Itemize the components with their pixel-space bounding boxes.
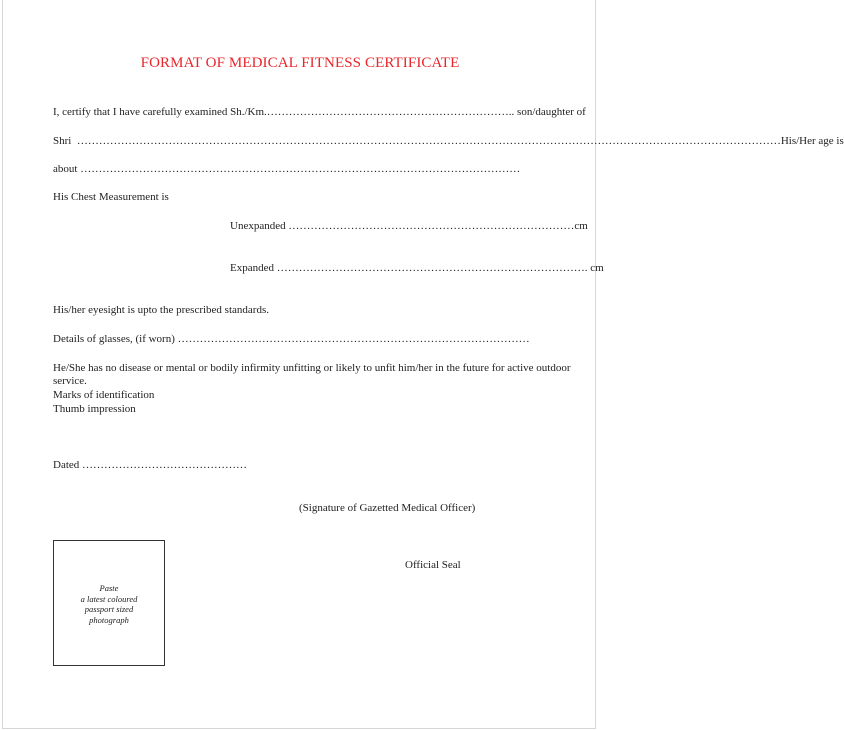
glasses-line: Details of glasses, (if worn) …………………………………………………………………………………… (53, 333, 530, 345)
expanded-line: Expanded …………………………………………………………………………. cm (230, 262, 604, 274)
disease-line-2: service. (53, 375, 87, 387)
unexpanded-line: Unexpanded ……………………………………………………………………cm (230, 220, 588, 232)
photo-text-line: passport sized (84, 604, 134, 614)
certify-line: I, certify that I have carefully examined Sh./Km.………………………………………………………….. son/daughter of (53, 106, 586, 118)
photo-placeholder (53, 540, 165, 666)
marks-of-identification: Marks of identification (53, 389, 155, 401)
page-title: FORMAT OF MEDICAL FITNESS CERTIFICATE (140, 55, 460, 71)
photo-text-line: Paste (99, 583, 119, 593)
signature-label: (Signature of Gazetted Medical Officer) (299, 502, 476, 514)
thumb-impression: Thumb impression (53, 403, 136, 415)
official-seal-label: Official Seal (405, 559, 461, 571)
photo-text-line: photograph (89, 614, 129, 625)
shri-line: Shri …………………………………………………………………………………………………………………………………………………………………………His/Her age is (53, 135, 844, 147)
photo-instructions (54, 583, 164, 625)
chest-measurement-label: His Chest Measurement is (53, 191, 169, 203)
disease-line-1: He/She has no disease or mental or bodily infirmity unfitting or likely to unfit him/her in the future for active outdoor (53, 362, 571, 374)
dated-line: Dated ……………………………………… (53, 459, 248, 471)
eyesight-line: His/her eyesight is upto the prescribed standards. (53, 304, 269, 316)
photo-text-line: a latest coloured (80, 593, 138, 604)
about-line: about ………………………………………………………………………………………………………… (53, 163, 521, 175)
